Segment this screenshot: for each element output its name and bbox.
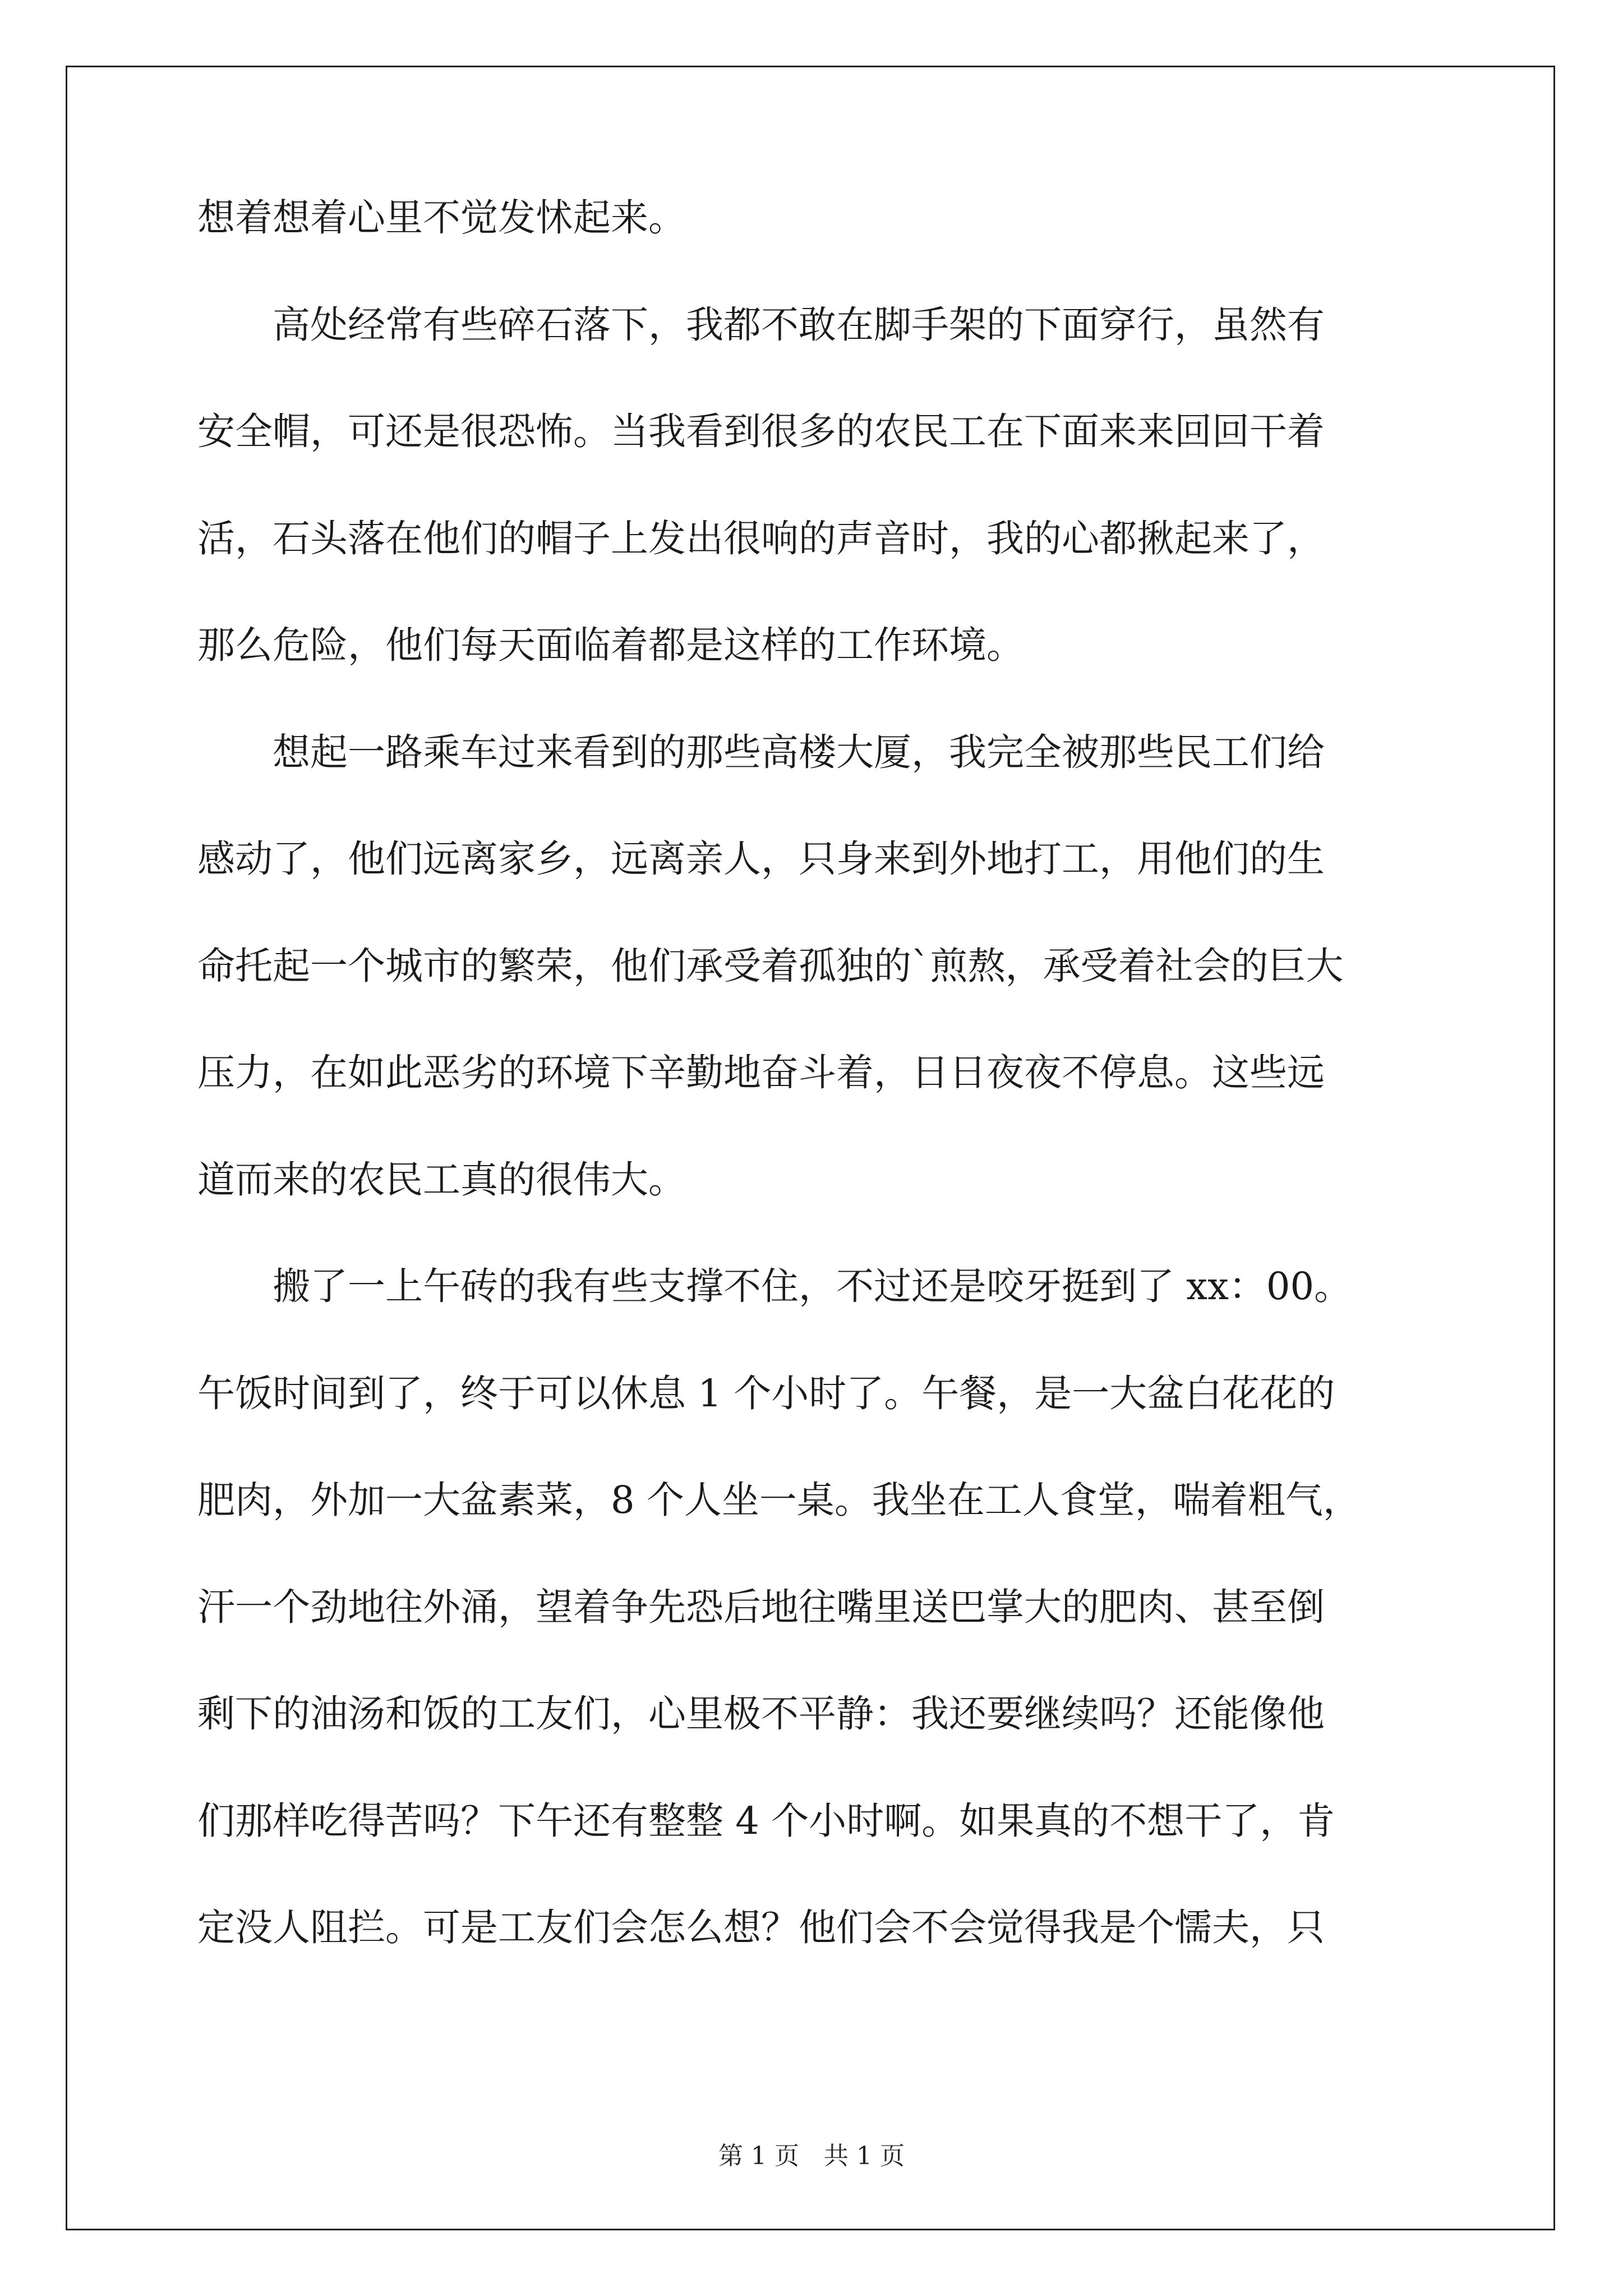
text-line: 想起一路乘车过来看到的那些高楼大厦，我完全被那些民工们给	[197, 730, 1325, 774]
text-line: 汗一个劲地往外涌，望着争先恐后地往嘴里送巴掌大的肥肉、甚至倒	[197, 1585, 1325, 1629]
text-line: 搬了一上午砖的我有些支撑不住，不过还是咬牙挺到了 xx：00。	[197, 1264, 1352, 1308]
text-line: 道而来的农民工真的很伟大。	[197, 1158, 686, 1202]
page-number: 第 1 页	[718, 2142, 799, 2170]
page-total: 共 1 页	[824, 2142, 905, 2170]
text-line: 定没人阻拦。可是工友们会怎么想？他们会不会觉得我是个懦夫，只	[197, 1906, 1325, 1949]
text-line: 压力，在如此恶劣的环境下辛勤地奋斗着，日日夜夜不停息。这些远	[197, 1051, 1325, 1094]
text-line: 高处经常有些碎石落下，我都不敢在脚手架的下面穿行，虽然有	[197, 303, 1325, 347]
text-line: 命托起一个城市的繁荣，他们承受着孤独的`煎熬，承受着社会的巨大	[197, 944, 1344, 988]
page-footer	[0, 2142, 1623, 2171]
text-line: 剩下的油汤和饭的工友们，心里极不平静：我还要继续吗？还能像他	[197, 1692, 1325, 1736]
text-line: 肥肉，外加一大盆素菜，8 个人坐一桌。我坐在工人食堂，喘着粗气，	[197, 1478, 1361, 1522]
text-line: 安全帽，可还是很恐怖。当我看到很多的农民工在下面来来回回干着	[197, 409, 1325, 453]
text-line: 想着想着心里不觉发怵起来。	[197, 196, 686, 240]
text-line: 午饭时间到了，终于可以休息 1 个小时了。午餐，是一大盆白花花的	[197, 1372, 1335, 1415]
text-line: 那么危险，他们每天面临着都是这样的工作环境。	[197, 623, 1024, 667]
text-line: 感动了，他们远离家乡，远离亲人，只身来到外地打工，用他们的生	[197, 837, 1325, 881]
text-line: 活，石头落在他们的帽子上发出很响的声音时，我的心都揪起来了，	[197, 517, 1325, 560]
text-line: 们那样吃得苦吗？下午还有整整 4 个小时啊。如果真的不想干了，肯	[197, 1799, 1335, 1843]
